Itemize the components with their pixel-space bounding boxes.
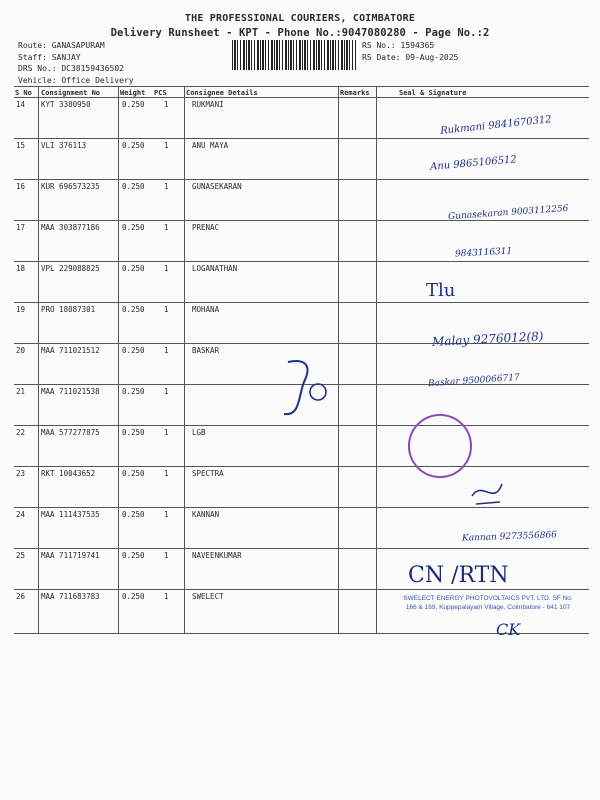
- company-title: THE PROFESSIONAL COURIERS, COIMBATORE: [184, 13, 416, 24]
- rs-date-label: RS Date: 09-Aug-2025: [362, 52, 459, 62]
- lgb-round-stamp: [408, 414, 472, 478]
- cell-consignee: NAVEENKUMAR: [192, 551, 242, 560]
- cell-consignee: BASKAR: [192, 346, 220, 355]
- cn-rtn-note: CN /RTN: [408, 563, 509, 588]
- signature-row-18: Tlu: [426, 280, 456, 301]
- cell-consignment: MAA 577277875: [41, 428, 100, 437]
- cell-weight: 0.250: [122, 387, 145, 396]
- cell-sno: 26: [16, 592, 26, 601]
- cell-sno: 14: [16, 100, 26, 109]
- cell-weight: 0.250: [122, 510, 145, 519]
- cell-sno: 22: [16, 428, 26, 437]
- cell-pcs: 1: [164, 592, 169, 601]
- cell-weight: 0.250: [122, 100, 145, 109]
- cell-consignment: MAA 303877186: [41, 223, 100, 232]
- runsheet-subtitle: Delivery Runsheet - KPT - Phone No.:9047080280 - Page No.:2: [110, 27, 490, 39]
- cell-pcs: 1: [164, 141, 169, 150]
- meta-right: [362, 40, 458, 63]
- cell-sno: 15: [16, 141, 26, 150]
- signature-row-24: Kannan 9273556866: [461, 530, 558, 544]
- cell-sno: 24: [16, 510, 26, 519]
- cell-consignment: VPL 229088825: [41, 264, 100, 273]
- cell-weight: 0.250: [122, 182, 145, 191]
- barcode: [232, 40, 356, 70]
- cell-consignment: MAA 711719741: [41, 551, 100, 560]
- cell-weight: 0.250: [122, 592, 145, 601]
- signature-row-16: Gunasekaran 9003112256: [447, 203, 569, 223]
- cell-consignee: SPECTRA: [192, 469, 224, 478]
- cell-weight: 0.250: [122, 305, 145, 314]
- table-rule: [14, 86, 589, 87]
- cell-pcs: 1: [164, 428, 169, 437]
- cell-pcs: 1: [164, 469, 169, 478]
- cell-pcs: 1: [164, 387, 169, 396]
- cell-weight: 0.250: [122, 428, 145, 437]
- cell-pcs: 1: [164, 510, 169, 519]
- signature-row-26: CK: [496, 620, 521, 639]
- cell-pcs: 1: [164, 182, 169, 191]
- cell-pcs: 1: [164, 551, 169, 560]
- cell-sno: 23: [16, 469, 26, 478]
- meta-left: [18, 40, 134, 86]
- table-row: [14, 261, 589, 302]
- cell-pcs: 1: [164, 346, 169, 355]
- cell-pcs: 1: [164, 100, 169, 109]
- cell-sno: 17: [16, 223, 26, 232]
- cell-consignee: KANNAN: [192, 510, 220, 519]
- vehicle-label: Vehicle: Office Delivery: [18, 75, 134, 85]
- cell-consignee: SWELECT: [192, 592, 224, 601]
- cell-sno: 25: [16, 551, 26, 560]
- cell-consignment: KUR 696573235: [41, 182, 100, 191]
- cell-sno: 20: [16, 346, 26, 355]
- cell-consignment: RKT 10043652: [41, 469, 96, 478]
- cell-weight: 0.250: [122, 469, 145, 478]
- cell-consignee: MOHANA: [192, 305, 220, 314]
- header-consignee: Consignee Details: [186, 89, 258, 97]
- cell-consignee: LGB: [192, 428, 206, 437]
- cell-consignee: LOGANATHAN: [192, 264, 238, 273]
- rs-no-label: RS No.: 1594365: [362, 41, 435, 50]
- cell-consignee: RUKMANI: [192, 100, 224, 109]
- cell-weight: 0.250: [122, 346, 145, 355]
- cell-consignment: MAA 711683783: [41, 592, 100, 601]
- cell-consignment: PRO 18087301: [41, 305, 96, 314]
- cell-consignee: GUNASEKARAN: [192, 182, 242, 191]
- table-row: [14, 425, 589, 466]
- signature-row-14: Rukmani 9841670312: [439, 114, 553, 137]
- cell-pcs: 1: [164, 223, 169, 232]
- header-sno: S No: [15, 89, 32, 97]
- initials-mark: [468, 476, 508, 510]
- cell-pcs: 1: [164, 264, 169, 273]
- signature-row-17: 9843116311: [454, 246, 513, 260]
- header-weight: Weight: [120, 89, 146, 97]
- cell-weight: 0.250: [122, 551, 145, 560]
- cell-consignment: MAA 711021538: [41, 387, 100, 396]
- cell-weight: 0.250: [122, 223, 145, 232]
- cell-consignment: MAA 711021512: [41, 346, 100, 355]
- route-label: Route: GANASAPURAM: [18, 41, 105, 50]
- cell-sno: 21: [16, 387, 26, 396]
- swelect-stamp: SWELECT ENERGY PHOTOVOLTAICS PVT. LTD. SF No. 166 & 169, Kuppepalayam Village, Coimbatore - 641 107: [403, 595, 573, 611]
- scribble-mark: [278, 358, 338, 422]
- header-remarks: Remarks: [340, 89, 370, 97]
- cell-consignment: VLI 376113: [41, 141, 87, 150]
- cell-sno: 18: [16, 264, 26, 273]
- cell-consignment: KYT 3380950: [41, 100, 91, 109]
- cell-consignment: MAA 111437535: [41, 510, 100, 519]
- staff-label: Staff: SANJAY: [18, 52, 81, 62]
- signature-row-19: Malay 9276012(8): [431, 329, 544, 349]
- table-row: [14, 97, 589, 138]
- cell-consignee: PRENAC: [192, 223, 220, 232]
- cell-weight: 0.250: [122, 141, 145, 150]
- header-seal: Seal & Signature: [399, 89, 467, 97]
- signature-row-15: Anu 9865106512: [429, 154, 518, 173]
- cell-consignee: ANU MAYA: [192, 141, 229, 150]
- signature-row-20: Baskar 9500066717: [427, 372, 521, 390]
- cell-pcs: 1: [164, 305, 169, 314]
- header-pcs: PCS: [154, 89, 167, 97]
- cell-sno: 19: [16, 305, 26, 314]
- cell-sno: 16: [16, 182, 26, 191]
- drs-label: DRS No.: DC38159436502: [18, 64, 124, 73]
- cell-weight: 0.250: [122, 264, 145, 273]
- header-consignment: Consignment No: [41, 89, 101, 97]
